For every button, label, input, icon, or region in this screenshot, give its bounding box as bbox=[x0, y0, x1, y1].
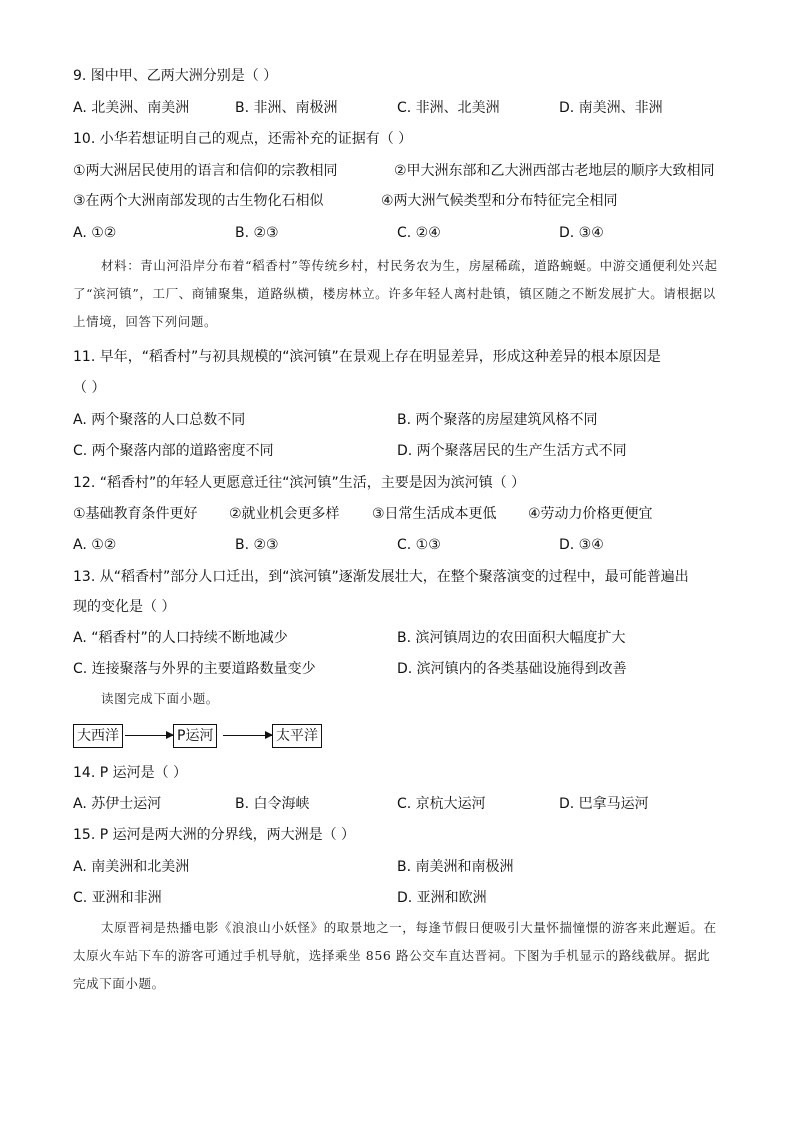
question-10-stem: 10. 小华若想证明自己的观点，还需补充的证据有（ ） bbox=[73, 131, 413, 147]
q13-option-a: A. “稻香村”的人口持续不断地减少 bbox=[73, 630, 288, 646]
diagram-arrow-2 bbox=[223, 735, 272, 736]
q11-option-a: A. 两个聚落的人口总数不同 bbox=[73, 412, 246, 428]
diagram-box-pacific: 太平洋 bbox=[272, 724, 322, 748]
q10-option-c: C. ②④ bbox=[397, 225, 441, 241]
question-11-stem-cont: （ ） bbox=[73, 380, 106, 396]
question-13-stem: 13. 从“稻香村”部分人口迁出，到“滨河镇”逐渐发展壮大，在整个聚落演变的过程中，最可能普遍出 bbox=[73, 569, 689, 585]
diagram-box-canal: P运河 bbox=[173, 724, 217, 748]
diagram-box-atlantic: 大西洋 bbox=[73, 724, 123, 748]
q12-option-a: A. ①② bbox=[73, 537, 117, 553]
q12-option-d: D. ③④ bbox=[559, 537, 604, 553]
q9-option-c: C. 非洲、北美洲 bbox=[397, 100, 500, 116]
q15-option-d: D. 亚洲和欧洲 bbox=[397, 890, 487, 906]
q12-option-c: C. ①③ bbox=[397, 537, 441, 553]
q9-option-a: A. 北美洲、南美洲 bbox=[73, 100, 190, 116]
canal-diagram bbox=[73, 724, 333, 750]
q10-option-a: A. ①② bbox=[73, 225, 117, 241]
question-11-stem: 11. 早年，“稻香村”与初具规模的“滨河镇”在景观上存在明显差异，形成这种差异的根本原因是 bbox=[73, 349, 661, 365]
q10-statement-4: ④两大洲气候类型和分布特征完全相同 bbox=[381, 193, 618, 209]
q10-statement-3: ③在两个大洲南部发现的古生物化石相似 bbox=[73, 193, 324, 209]
q14-option-c: C. 京杭大运河 bbox=[397, 796, 486, 812]
question-9-stem: 9. 图中甲、乙两大洲分别是（ ） bbox=[73, 68, 278, 84]
question-12-stem: 12. “稻香村”的年轻人更愿意迁往“滨河镇”生活，主要是因为滨河镇（ ） bbox=[73, 475, 526, 491]
q11-option-c: C. 两个聚落内部的道路密度不同 bbox=[73, 443, 274, 459]
q15-option-c: C. 亚洲和非洲 bbox=[73, 890, 162, 906]
q13-option-c: C. 连接聚落与外界的主要道路数量变少 bbox=[73, 661, 316, 677]
q11-option-b: B. 两个聚落的房屋建筑风格不同 bbox=[397, 412, 598, 428]
q10-statement-1: ①两大洲居民使用的语言和信仰的宗教相同 bbox=[73, 163, 338, 179]
diagram-instruction: 读图完成下面小题。 bbox=[101, 691, 219, 706]
question-15-stem: 15. P 运河是两大洲的分界线，两大洲是（ ） bbox=[73, 827, 356, 843]
q11-option-d: D. 两个聚落居民的生产生活方式不同 bbox=[397, 443, 627, 459]
q12-statement-4: ④劳动力价格更便宜 bbox=[528, 506, 653, 522]
q10-statement-2: ②甲大洲东部和乙大洲西部古老地层的顺序大致相同 bbox=[394, 163, 715, 179]
q10-option-d: D. ③④ bbox=[559, 225, 604, 241]
q12-statement-3: ③日常生活成本更低 bbox=[372, 506, 497, 522]
q13-option-b: B. 滨河镇周边的农田面积大幅度扩大 bbox=[397, 630, 626, 646]
q12-statement-2: ②就业机会更多样 bbox=[229, 506, 340, 522]
q14-option-d: D. 巴拿马运河 bbox=[559, 796, 649, 812]
q12-statement-1: ①基础教育条件更好 bbox=[73, 506, 198, 522]
question-14-stem: 14. P 运河是（ ） bbox=[73, 765, 188, 781]
q14-option-b: B. 白令海峡 bbox=[235, 796, 310, 812]
q15-option-a: A. 南美洲和北美洲 bbox=[73, 859, 190, 875]
material-paragraph-2: 太原晋祠是热播电影《浪浪山小妖怪》的取景地之一，每逢节假日便吸引大量怀揣憧憬的游客来此邂逅。在太原火车站下车的游客可通过手机导航，选择乘坐 856 路公交车直达晋祠。下图为手机显示的路线截屏。据此完成下面小题。 bbox=[73, 920, 717, 991]
diagram-arrow-1 bbox=[125, 735, 173, 736]
q13-option-d: D. 滨河镇内的各类基础设施得到改善 bbox=[397, 661, 627, 677]
q10-option-b: B. ②③ bbox=[235, 225, 279, 241]
q9-option-d: D. 南美洲、非洲 bbox=[559, 100, 663, 116]
q9-option-b: B. 非洲、南极洲 bbox=[235, 100, 338, 116]
question-13-stem-cont: 现的变化是（ ） bbox=[73, 599, 176, 615]
q12-option-b: B. ②③ bbox=[235, 537, 279, 553]
material-paragraph-1: 材料：青山河沿岸分布着“稻香村”等传统乡村，村民务农为生，房屋稀疏，道路蜿蜒。中游交通便利处兴起了“滨河镇”，工厂、商铺聚集，道路纵横，楼房林立。许多年轻人离村赴镇，镇区随之不断发展扩大。请根据以上情境，回答下列问题。 bbox=[73, 258, 718, 329]
q14-option-a: A. 苏伊士运河 bbox=[73, 796, 162, 812]
q15-option-b: B. 南美洲和南极洲 bbox=[397, 859, 514, 875]
